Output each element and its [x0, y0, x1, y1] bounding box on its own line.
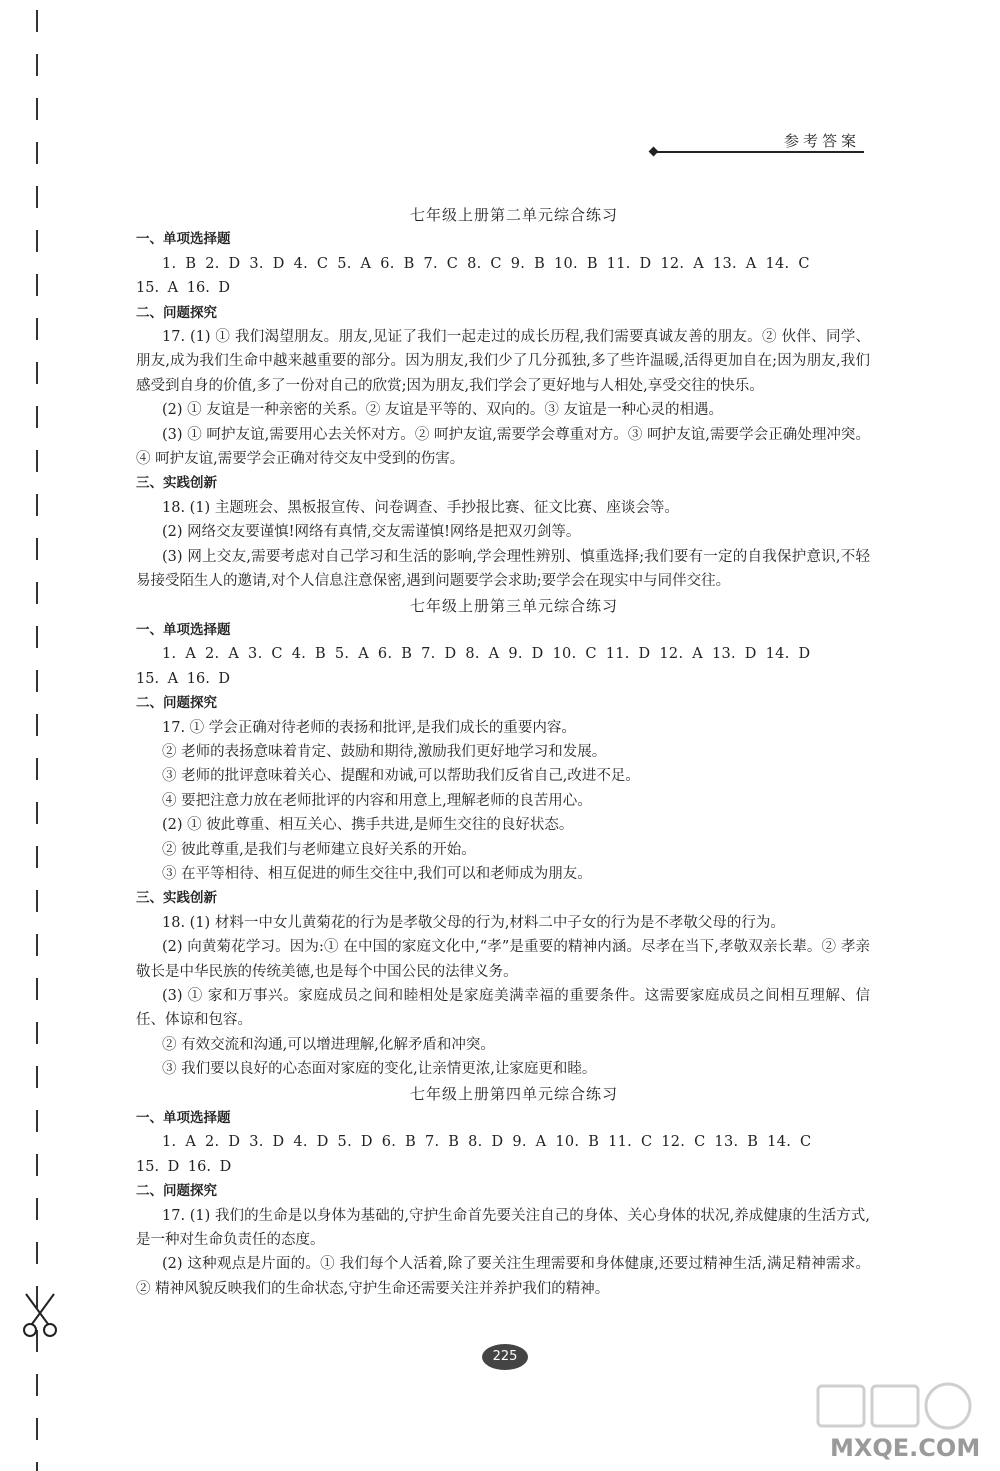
- section-title: 七年级上册第四单元综合练习: [409, 1084, 618, 1103]
- answer-paragraph: (2) ① 友谊是一种亲密的关系。② 友谊是平等的、双向的。③ 友谊是一种心灵的相遇。: [162, 402, 723, 419]
- answer-paragraph: (2) 向黄菊花学习。因为:① 在中国的家庭文化中,“孝”是重要的精神内涵。尽孝在当下,孝敬双亲长辈。② 孝亲敬长是中华民族的传统美德,也是每个中国公民的法律义务。: [136, 939, 870, 980]
- answer-paragraph: ② 彼此尊重,是我们与老师建立良好关系的开始。: [162, 841, 476, 858]
- answer-content: [136, 203, 870, 1301]
- answer-paragraph: 17. (1) ① 我们渴望朋友。朋友,见证了我们一起走过的成长历程,我们需要真诚友善的朋友。② 伙伴、同学、朋友,成为我们生命中越来越重要的部分。因为朋友,我们少了几分孤独,多了些许温暖,活得更加自在;因为朋友,我们感受到自身的价值,多了一份对自己的欣赏;因为朋友,我们学会了更好地与人相处,享受交往的快乐。: [136, 329, 870, 394]
- subsection-heading: 三、实践创新: [136, 890, 217, 907]
- answer-key-line: 15. A 16. D: [136, 670, 231, 687]
- answer-key-line: 1. A 2. D 3. D 4. D 5. D 6. B 7. B 8. D 9. A 10. B 11. C 12. C 13. B 14. C: [162, 1134, 812, 1151]
- answer-key-line: 1. B 2. D 3. D 4. C 5. A 6. B 7. C 8. C 9. B 10. B 11. D 12. A 13. A 14. C: [162, 255, 810, 272]
- subsection-heading: 二、问题探究: [136, 1183, 217, 1200]
- answer-key-line: 1. A 2. A 3. C 4. B 5. A 6. B 7. D 8. A 9. D 10. C 11. D 12. A 13. D 14. D: [162, 646, 811, 663]
- answer-paragraph: ③ 在平等相待、相互促进的师生交往中,我们可以和老师成为朋友。: [162, 865, 592, 882]
- answer-key-line: 15. D 16. D: [136, 1158, 232, 1175]
- answer-paragraph: ④ 要把注意力放在老师批评的内容和用意上,理解老师的良苦用心。: [162, 792, 592, 809]
- subsection-heading: 一、单项选择题: [136, 1110, 231, 1127]
- answer-paragraph: 18. (1) 材料一中女儿黄菊花的行为是孝敬父母的行为,材料二中子女的行为是不孝敬父母的行为。: [162, 914, 785, 931]
- answer-paragraph: (2) 这种观点是片面的。① 我们每个人活着,除了要关注生理需要和身体健康,还要过精神生活,满足精神需求。② 精神风貌反映我们的生命状态,守护生命还需要关注并养护我们的精神。: [136, 1256, 870, 1297]
- answer-paragraph: (2) ① 彼此尊重、相互关心、携手共进,是师生交往的良好状态。: [162, 817, 574, 834]
- subsection-heading: 一、单项选择题: [136, 621, 231, 638]
- answer-paragraph: (3) ① 家和万事兴。家庭成员之间和睦相处是家庭美满幸福的重要条件。这需要家庭成员之间相互理解、信任、体谅和包容。: [136, 988, 870, 1029]
- section-title: 七年级上册第三单元综合练习: [409, 596, 618, 615]
- answer-paragraph: 17. (1) 我们的生命是以身体为基础的,守护生命首先要关注自己的身体、关心身体的状况,养成健康的生活方式,是一种对生命负责任的态度。: [136, 1207, 870, 1249]
- subsection-heading: 二、问题探究: [136, 695, 217, 712]
- answer-paragraph: ③ 我们要以良好的心态面对家庭的变化,让亲情更浓,让家庭更和睦。: [162, 1061, 597, 1078]
- answer-paragraph: ② 有效交流和沟通,可以增进理解,化解矛盾和冲突。: [162, 1036, 495, 1053]
- section-title: 七年级上册第二单元综合练习: [409, 206, 618, 224]
- header-rule: [656, 151, 864, 153]
- svg-text:MXQE.COM: MXQE.COM: [830, 1434, 981, 1462]
- watermark-logo-icon: [810, 1380, 990, 1465]
- answer-key-line: 15. A 16. D: [136, 280, 231, 297]
- cut-line: [34, 0, 40, 1471]
- page-number: 225: [482, 1344, 528, 1370]
- page-header: [650, 132, 864, 156]
- answer-paragraph: 17. ① 学会正确对待老师的表扬和批评,是我们成长的重要内容。: [162, 719, 576, 736]
- answer-paragraph: 18. (1) 主题班会、黑板报宣传、问卷调查、手抄报比赛、征文比赛、座谈会等。: [162, 499, 679, 516]
- header-label: 参考答案: [783, 132, 860, 150]
- subsection-heading: 二、问题探究: [136, 304, 217, 321]
- subsection-heading: 三、实践创新: [136, 475, 217, 492]
- answer-paragraph: (3) ① 呵护友谊,需要用心去关怀对方。② 呵护友谊,需要学会尊重对方。③ 呵护友谊,需要学会正确处理冲突。④ 呵护友谊,需要学会正确对待交友中受到的伤害。: [136, 426, 870, 468]
- answer-paragraph: (3) 网上交友,需要考虑对自己学习和生活的影响,学会理性辨别、慎重选择;我们要有一定的自我保护意识,不轻易接受陌生人的邀请,对个人信息注意保密,遇到问题要学会求助;要学会在现实中与同伴交往。: [136, 548, 870, 590]
- scissors-icon: [18, 1290, 62, 1340]
- subsection-heading: 一、单项选择题: [136, 231, 231, 248]
- answer-paragraph: ③ 老师的批评意味着关心、提醒和劝诫,可以帮助我们反省自己,改进不足。: [162, 768, 640, 785]
- answer-paragraph: (2) 网络交友要谨慎!网络有真情,交友需谨慎!网络是把双刃剑等。: [162, 524, 581, 541]
- answer-paragraph: ② 老师的表扬意味着肯定、鼓励和期待,激励我们更好地学习和发展。: [162, 743, 607, 760]
